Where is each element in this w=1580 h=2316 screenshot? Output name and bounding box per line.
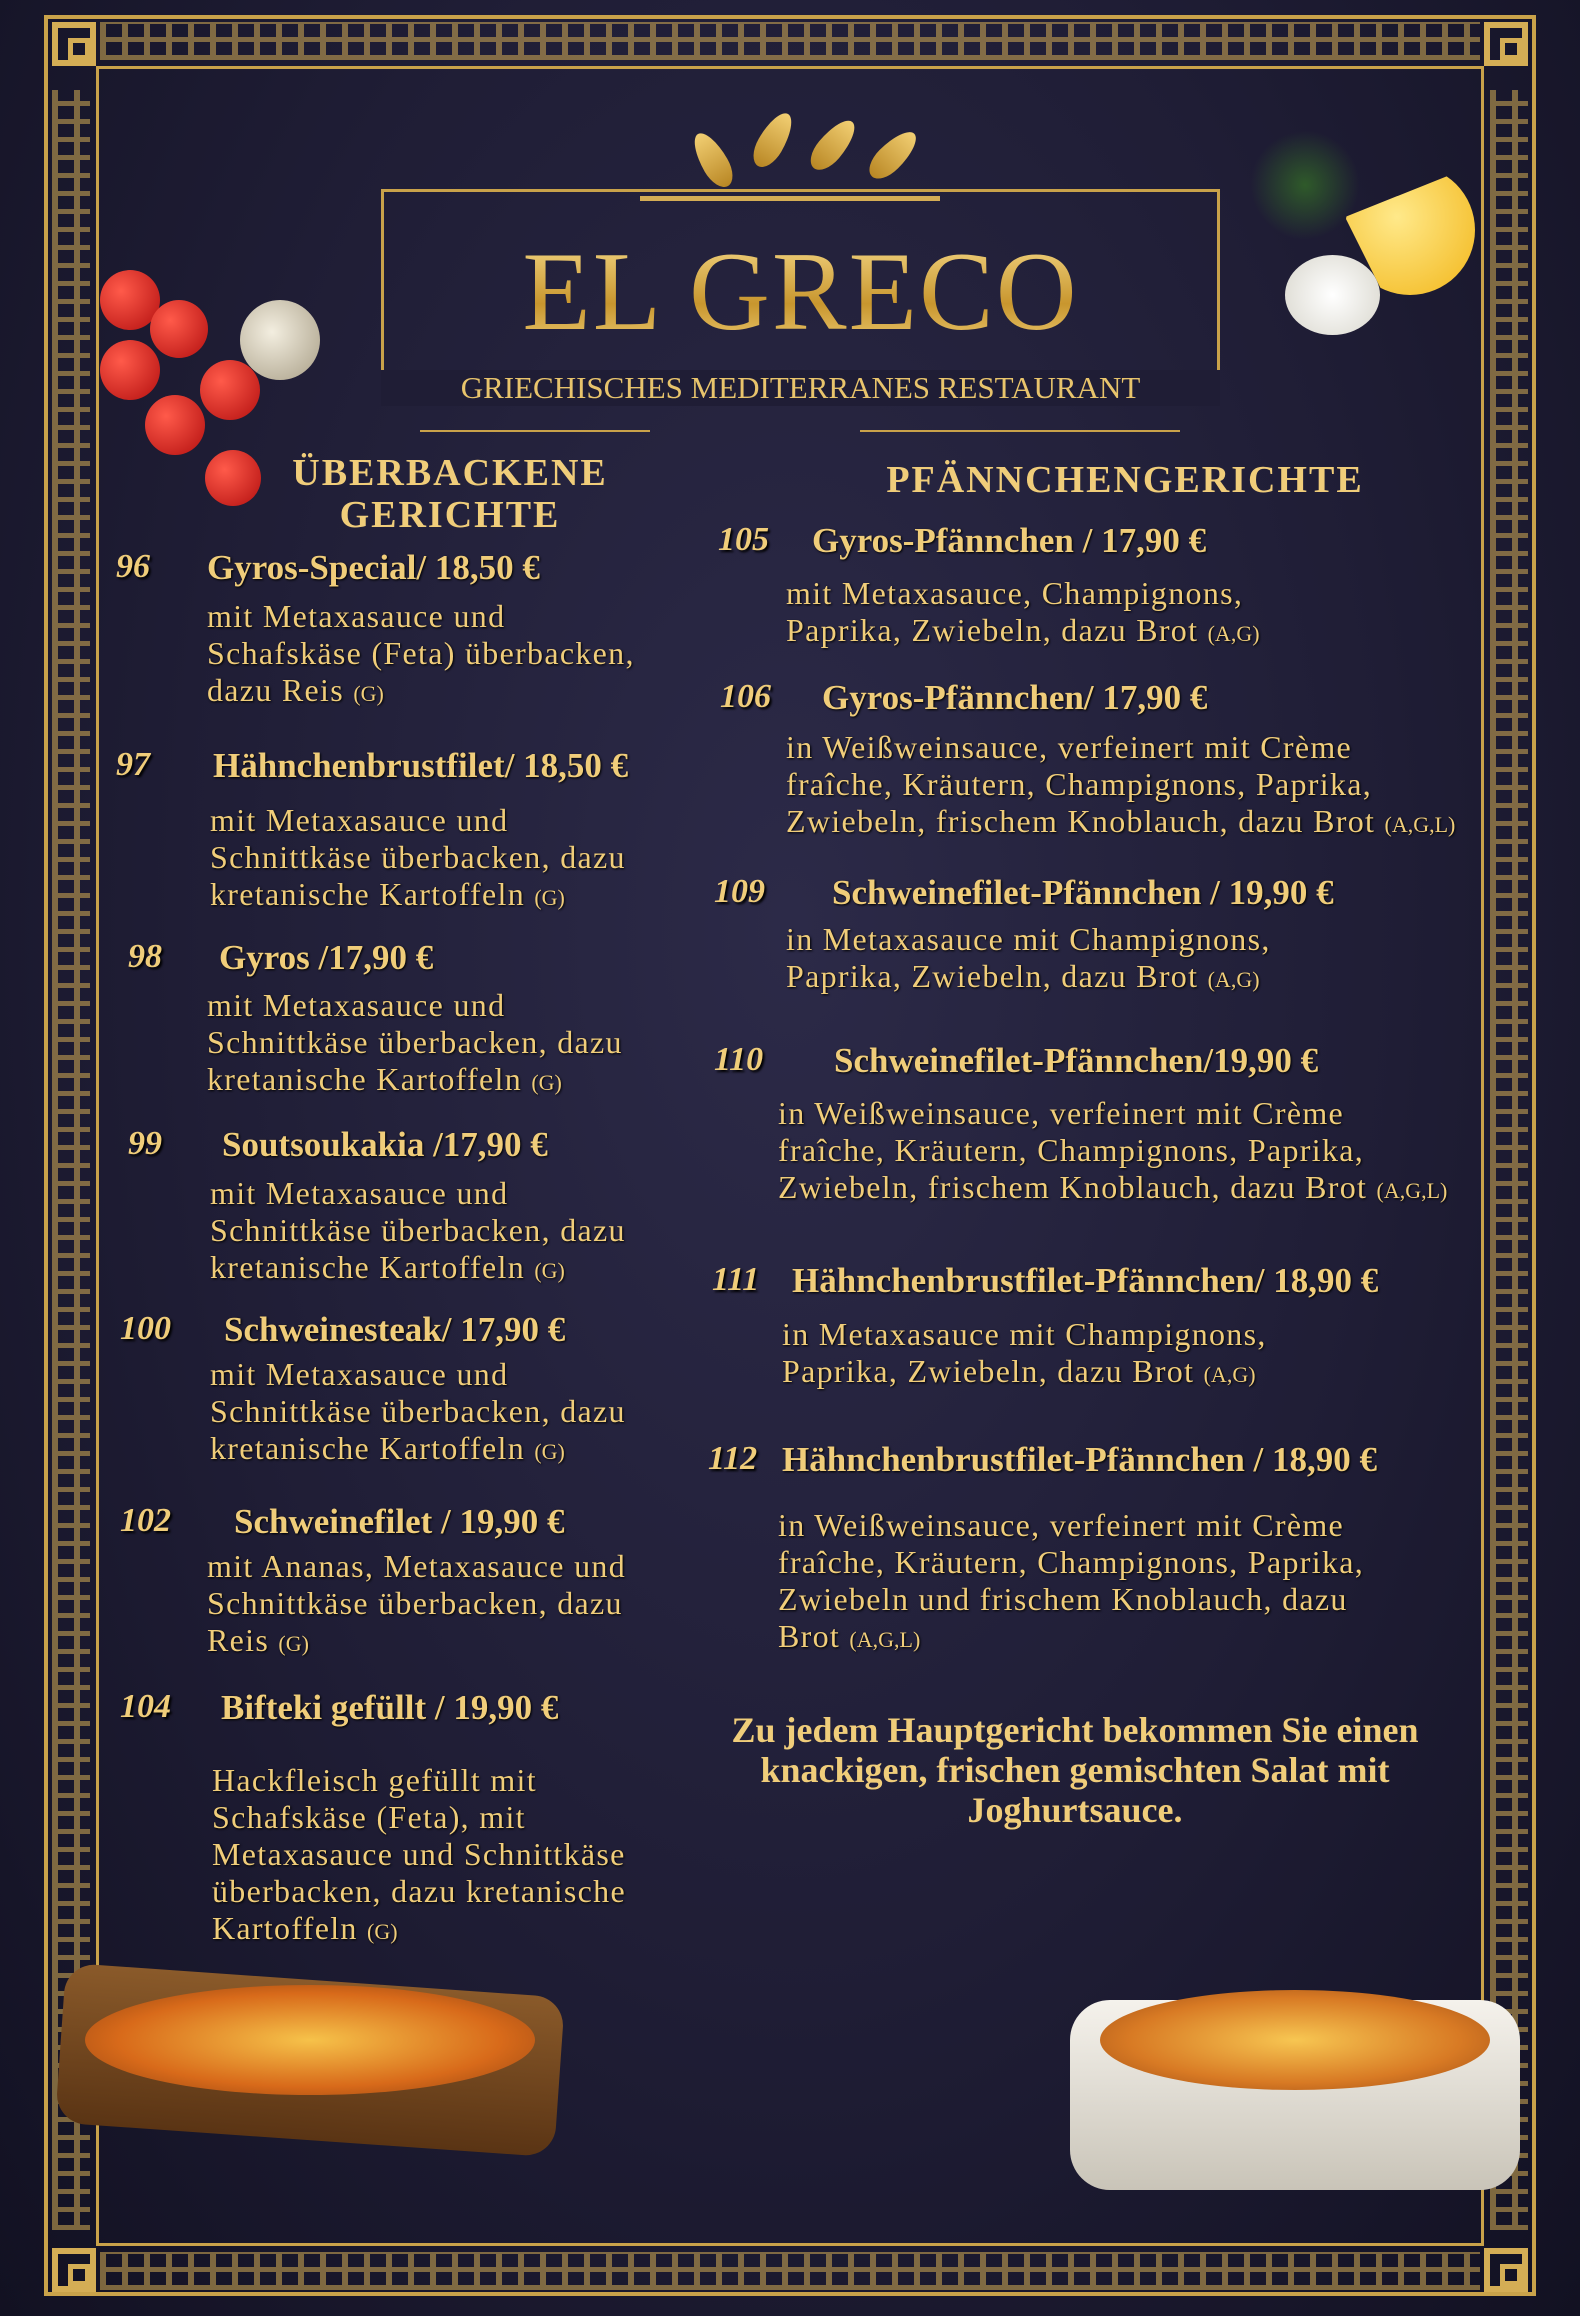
item-title: Gyros-Pfännchen / 17,90 € (812, 521, 1207, 560)
description-text: in Metaxasauce mit Champignons, Paprika, Zwiebeln, dazu Brot (786, 921, 1271, 994)
item-description (210, 802, 626, 916)
restaurant-subtitle: GRIECHISCHES MEDITERRANES RESTAURANT (381, 370, 1220, 406)
allergen-codes: (G) (353, 681, 384, 706)
description-text: mit Metaxasauce und Schnittkäse überbacken, dazu kretanische Kartoffeln (210, 1356, 626, 1466)
description-text: mit Metaxasauce und Schnittkäse überbacken, dazu kretanische Kartoffeln (210, 802, 626, 912)
allergen-codes: (G) (534, 1258, 565, 1283)
item-number: 105 (718, 521, 769, 558)
item-description (210, 1175, 626, 1289)
allergen-codes: (A,G,L) (1376, 1178, 1448, 1203)
restaurant-name: EL GRECO (381, 232, 1220, 352)
item-title: Hähnchenbrustfilet/ 18,50 € (213, 746, 629, 785)
item-number: 104 (120, 1688, 171, 1725)
item-title: Gyros-Special/ 18,50 € (207, 548, 540, 587)
allergen-codes: (A,G,L) (849, 1627, 921, 1652)
item-title: Schweinefilet-Pfännchen / 19,90 € (832, 873, 1334, 912)
corner-ornament-tr (1484, 22, 1528, 66)
salad-note: Zu jedem Hauptgericht bekommen Sie einen knackigen, frischen gemischten Salat mit Joghurtsauce. (731, 1710, 1419, 1830)
corner-ornament-tl (52, 22, 96, 66)
allergen-codes: (A,G,L) (1384, 812, 1456, 837)
item-title: Gyros-Pfännchen/ 17,90 € (822, 678, 1208, 717)
item-number: 100 (120, 1310, 171, 1347)
item-description (207, 987, 623, 1101)
item-title: Bifteki gefüllt / 19,90 € (221, 1688, 559, 1727)
item-number: 112 (708, 1440, 758, 1477)
item-number: 111 (712, 1261, 760, 1298)
greek-key-right (1490, 90, 1528, 2230)
description-text: mit Metaxasauce und Schnittkäse überbacken, dazu kretanische Kartoffeln (210, 1175, 626, 1285)
description-text: in Weißweinsauce, verfeinert mit Crème fraîche, Kräutern, Champignons, Paprika, Zwiebeln, frischem Knoblauch, dazu Brot (786, 729, 1376, 839)
item-description (786, 921, 1271, 998)
item-description (778, 1507, 1364, 1658)
description-text: in Metaxasauce mit Champignons, Paprika, Zwiebeln, dazu Brot (782, 1316, 1267, 1389)
corner-ornament-bl (52, 2248, 96, 2292)
item-title: Schweinesteak/ 17,90 € (224, 1310, 566, 1349)
allergen-codes: (G) (367, 1919, 398, 1944)
allergen-codes: (G) (534, 885, 565, 910)
item-description (210, 1356, 626, 1470)
allergen-codes: (A,G) (1207, 967, 1260, 992)
allergen-codes: (A,G) (1207, 621, 1260, 646)
allergen-codes: (G) (534, 1439, 565, 1464)
item-number: 102 (120, 1502, 171, 1539)
section-heading-pfaennchen: PFÄNNCHENGERICHTE (886, 459, 1364, 501)
item-title: Hähnchenbrustfilet-Pfännchen / 18,90 € (782, 1440, 1378, 1479)
item-title: Hähnchenbrustfilet-Pfännchen/ 18,90 € (792, 1261, 1379, 1300)
description-text: in Weißweinsauce, verfeinert mit Crème fraîche, Kräutern, Champignons, Paprika, Zwiebeln und frischem Knoblauch, dazu Brot (778, 1507, 1365, 1654)
description-text: mit Ananas, Metaxasauce und Schnittkäse überbacken, dazu Reis (207, 1548, 626, 1658)
description-text: in Weißweinsauce, verfeinert mit Crème fraîche, Kräutern, Champignons, Paprika, Zwiebeln, frischem Knoblauch, dazu Brot (778, 1095, 1368, 1205)
allergen-codes: (G) (531, 1070, 562, 1095)
item-number: 110 (714, 1041, 764, 1078)
item-number: 99 (128, 1125, 162, 1162)
heading-line-2: GERICHTE (339, 494, 561, 536)
item-title: Gyros /17,90 € (219, 938, 434, 977)
item-description (786, 575, 1260, 652)
corner-ornament-br (1484, 2248, 1528, 2292)
description-text: Hackfleisch gefüllt mit Schafskäse (Feta), mit Metaxasauce und Schnittkäse überbacken, dazu kretanische Kartoffeln (212, 1762, 626, 1946)
description-text: mit Metaxasauce und Schafskäse (Feta) überbacken, dazu Reis (207, 598, 635, 708)
item-description (207, 1548, 626, 1662)
greek-key-bottom (100, 2252, 1480, 2290)
item-description (207, 598, 635, 712)
item-number: 98 (128, 938, 162, 975)
heading-line-1: ÜBERBACKENE (292, 452, 608, 494)
description-text: mit Metaxasauce und Schnittkäse überbacken, dazu kretanische Kartoffeln (207, 987, 623, 1097)
greek-key-left (52, 90, 90, 2230)
item-description (786, 729, 1455, 843)
allergen-codes: (G) (278, 1631, 309, 1656)
item-number: 106 (720, 678, 771, 715)
item-number: 97 (116, 746, 150, 783)
description-text: mit Metaxasauce, Champignons, Paprika, Zwiebeln, dazu Brot (786, 575, 1244, 648)
item-number: 96 (116, 548, 150, 585)
divider (860, 430, 1180, 432)
item-description (782, 1316, 1267, 1393)
section-heading-ueberbackene (250, 452, 650, 536)
item-number: 109 (714, 873, 765, 910)
item-description (212, 1762, 626, 1950)
greek-key-top (100, 22, 1480, 60)
item-title: Soutsoukakia /17,90 € (222, 1125, 548, 1164)
item-title: Schweinefilet-Pfännchen/19,90 € (834, 1041, 1319, 1080)
allergen-codes: (A,G) (1203, 1362, 1256, 1387)
divider (420, 430, 650, 432)
item-title: Schweinefilet / 19,90 € (234, 1502, 565, 1541)
item-description (778, 1095, 1447, 1209)
